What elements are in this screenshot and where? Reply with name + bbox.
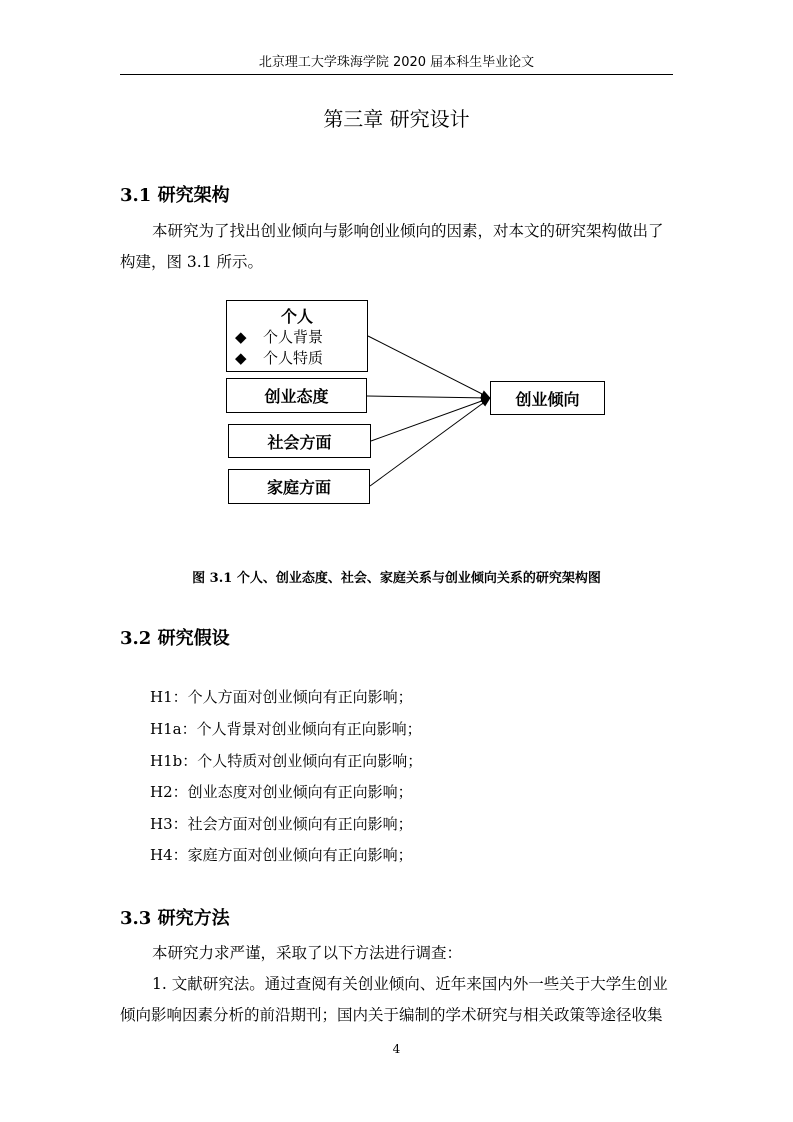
- section-title-3-2: 3.2 研究假设: [120, 628, 230, 649]
- section-title-3-3: 3.3 研究方法: [120, 908, 230, 929]
- section-3-1-paragraph-line-1: 本研究为了找出创业倾向与影响创业倾向的因素，对本文的研究架构做出了: [152, 222, 664, 240]
- chapter-title: 第三章 研究设计: [323, 107, 470, 131]
- attitude-box: 创业态度: [226, 378, 367, 413]
- social-box: 社会方面: [228, 424, 371, 458]
- hypothesis-h3: H3：社会方面对创业倾向有正向影响；: [150, 815, 413, 833]
- section-3-3-paragraph-2-line-1: 1. 文献研究法。通过查阅有关创业倾向、近年来国内外一些关于大学生创业: [152, 975, 668, 993]
- research-framework-diagram: [0, 0, 793, 560]
- section-3-3-paragraph-1: 本研究力求严谨，采取了以下方法进行调查：: [152, 944, 463, 962]
- section-title-3-1: 3.1 研究架构: [120, 185, 230, 206]
- arrow-attitude-to-intention: [367, 396, 490, 398]
- bullet-item-personal-background: ◆ 个人背景: [235, 328, 324, 346]
- hypothesis-h2: H2：创业态度对创业倾向有正向影响；: [150, 783, 413, 801]
- section-3-1-paragraph-line-2: 构建，图 3.1 所示。: [120, 253, 264, 271]
- personal-box: [226, 300, 368, 372]
- figure-caption: 图 3.1 个人、创业态度、社会、家庭关系与创业倾向关系的研究架构图: [192, 571, 601, 586]
- hypothesis-h1a: H1a：个人背景对创业倾向有正向影响；: [150, 720, 422, 738]
- diamond-bullet-icon: ◆: [235, 328, 247, 346]
- hypothesis-h4: H4：家庭方面对创业倾向有正向影响；: [150, 846, 413, 864]
- arrow-social-to-intention: [371, 398, 490, 441]
- hypothesis-h1b: H1b：个人特质对创业倾向有正向影响；: [150, 752, 423, 770]
- personal-box-title: 个人: [280, 307, 313, 326]
- arrow-personal-to-intention: [368, 336, 490, 398]
- diagram-arrows: [0, 0, 793, 560]
- hypothesis-h1: H1：个人方面对创业倾向有正向影响；: [150, 688, 413, 706]
- header-divider: [120, 74, 673, 75]
- family-box: 家庭方面: [228, 469, 370, 504]
- page-header: 北京理工大学珠海学院 2020 届本科生毕业论文: [258, 55, 535, 70]
- diamond-bullet-icon: ◆: [235, 349, 247, 367]
- page-number: 4: [392, 1042, 401, 1056]
- arrow-family-to-intention: [370, 398, 490, 486]
- bullet-item-personal-traits: ◆ 个人特质: [235, 349, 324, 367]
- intention-box: 创业倾向: [490, 381, 605, 415]
- section-3-3-paragraph-2-line-2: 倾向影响因素分析的前沿期刊；国内关于编制的学术研究与相关政策等途径收集: [120, 1006, 663, 1024]
